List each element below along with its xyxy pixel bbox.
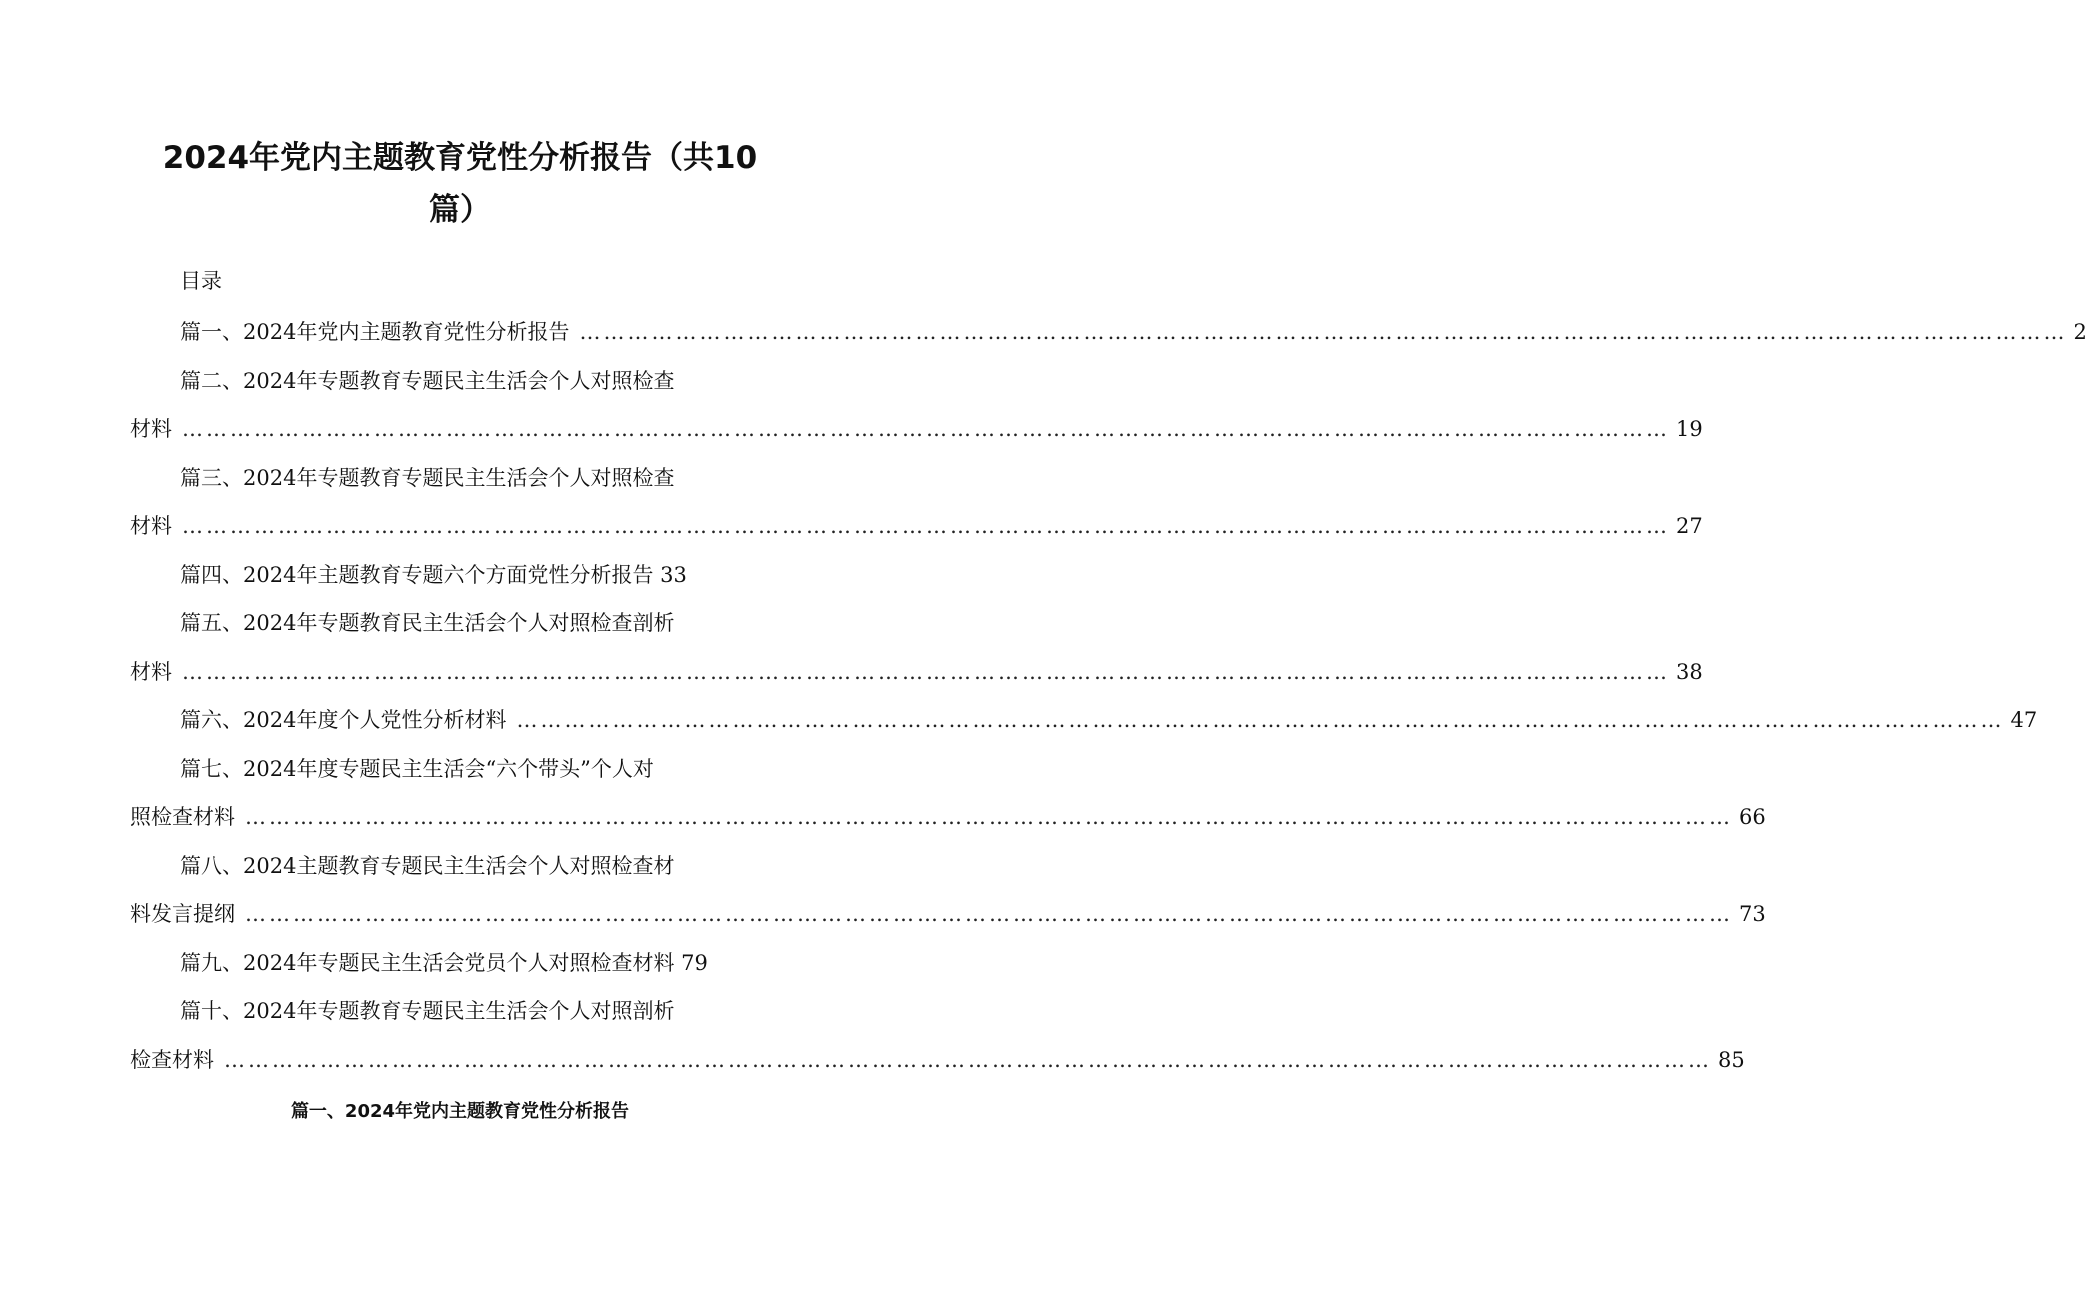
toc-entry-2[interactable] [180, 364, 766, 398]
toc-page-number: 33 [660, 563, 687, 587]
toc-entry-title: 篇七、2024年度专题民主生活会“六个带头”个人对 [180, 757, 654, 781]
toc-page-number: 38 [1676, 660, 1703, 684]
toc-heading: 目录 [180, 269, 222, 293]
document-title-line-1: 2024年党内主题教育党性分析报告（共10 [162, 140, 758, 176]
toc-leader-dots: …………………………………………………………………………………………………………………………………………………………………… [182, 660, 1670, 684]
toc-entry-8-continued[interactable] [130, 897, 1766, 931]
toc-entry-3[interactable] [180, 461, 766, 495]
toc-page-number: 85 [1718, 1048, 1745, 1072]
toc-entry-title-continued: 照检查材料 [130, 805, 235, 829]
section-heading: 篇一、2024年党内主题教育党性分析报告 [290, 1101, 630, 1122]
toc-entry-3-continued[interactable] [130, 509, 1703, 543]
toc-entry-7[interactable] [180, 752, 766, 786]
toc-page-number: 19 [1676, 417, 1703, 441]
toc-page-number: 73 [1739, 902, 1766, 926]
toc-page-number: 79 [681, 951, 708, 975]
toc-entry-title: 篇六、2024年度个人党性分析材料 [180, 708, 507, 732]
toc-leader-dots: …………………………………………………………………………………………………………………………………………………………………… [245, 902, 1733, 926]
toc-entry-5[interactable] [180, 606, 766, 640]
toc-entry-4[interactable] [180, 558, 766, 592]
toc-entry-10-continued[interactable] [130, 1043, 1745, 1077]
toc-leader-dots: …………………………………………………………………………………………………………………………………………………………………… [224, 1048, 1712, 1072]
toc-entry-title: 篇八、2024主题教育专题民主生活会个人对照检查材 [180, 854, 675, 878]
toc-entry-8[interactable] [180, 849, 766, 883]
toc-entry-10[interactable] [180, 994, 766, 1028]
toc-leader-dots: …………………………………………………………………………………………………………………………………………………………………… [182, 514, 1670, 538]
toc-leader-dots: …………………………………………………………………………………………………………………………………………………………………… [579, 320, 2068, 344]
toc-entry-1[interactable] [180, 315, 2087, 349]
document-title-line-2: 篇） [429, 192, 491, 228]
toc-entry-title: 篇四、2024年主题教育专题六个方面党性分析报告 [180, 563, 654, 587]
toc-entry-title-continued: 材料 [130, 660, 172, 684]
toc-entry-5-continued[interactable] [130, 655, 1703, 689]
toc-entry-2-continued[interactable] [130, 412, 1703, 446]
toc-entry-title: 篇一、2024年党内主题教育党性分析报告 [180, 320, 570, 344]
toc-entry-title: 篇三、2024年专题教育专题民主生活会个人对照检查 [180, 466, 675, 490]
toc-entry-title-continued: 料发言提纲 [130, 902, 235, 926]
toc-entry-title-continued: 检查材料 [130, 1048, 214, 1072]
toc-entry-title-continued: 材料 [130, 514, 172, 538]
toc-entry-title-continued: 材料 [130, 417, 172, 441]
toc-leader-dots: …………………………………………………………………………………………………………………………………………………………………… [182, 417, 1670, 441]
toc-page-number: 66 [1739, 805, 1766, 829]
toc-leader-dots: …………………………………………………………………………………………………………………………………………………………………… [245, 805, 1733, 829]
toc-page-number: 27 [1676, 514, 1703, 538]
toc-entry-title: 篇二、2024年专题教育专题民主生活会个人对照检查 [180, 369, 675, 393]
toc-page-number: 47 [2010, 708, 2038, 732]
toc-page-number: 2 [2073, 320, 2087, 344]
toc-leader-dots: …………………………………………………………………………………………………………………………………………………………………… [516, 708, 2005, 732]
toc-entry-title: 篇十、2024年专题教育专题民主生活会个人对照剖析 [180, 999, 675, 1023]
toc-entry-7-continued[interactable] [130, 800, 1766, 834]
toc-entry-title: 篇九、2024年专题民主生活会党员个人对照检查材料 [180, 951, 675, 975]
toc-entry-9[interactable] [180, 946, 766, 980]
toc-entry-title: 篇五、2024年专题教育民主生活会个人对照检查剖析 [180, 611, 675, 635]
toc-entry-6[interactable] [180, 703, 2038, 737]
